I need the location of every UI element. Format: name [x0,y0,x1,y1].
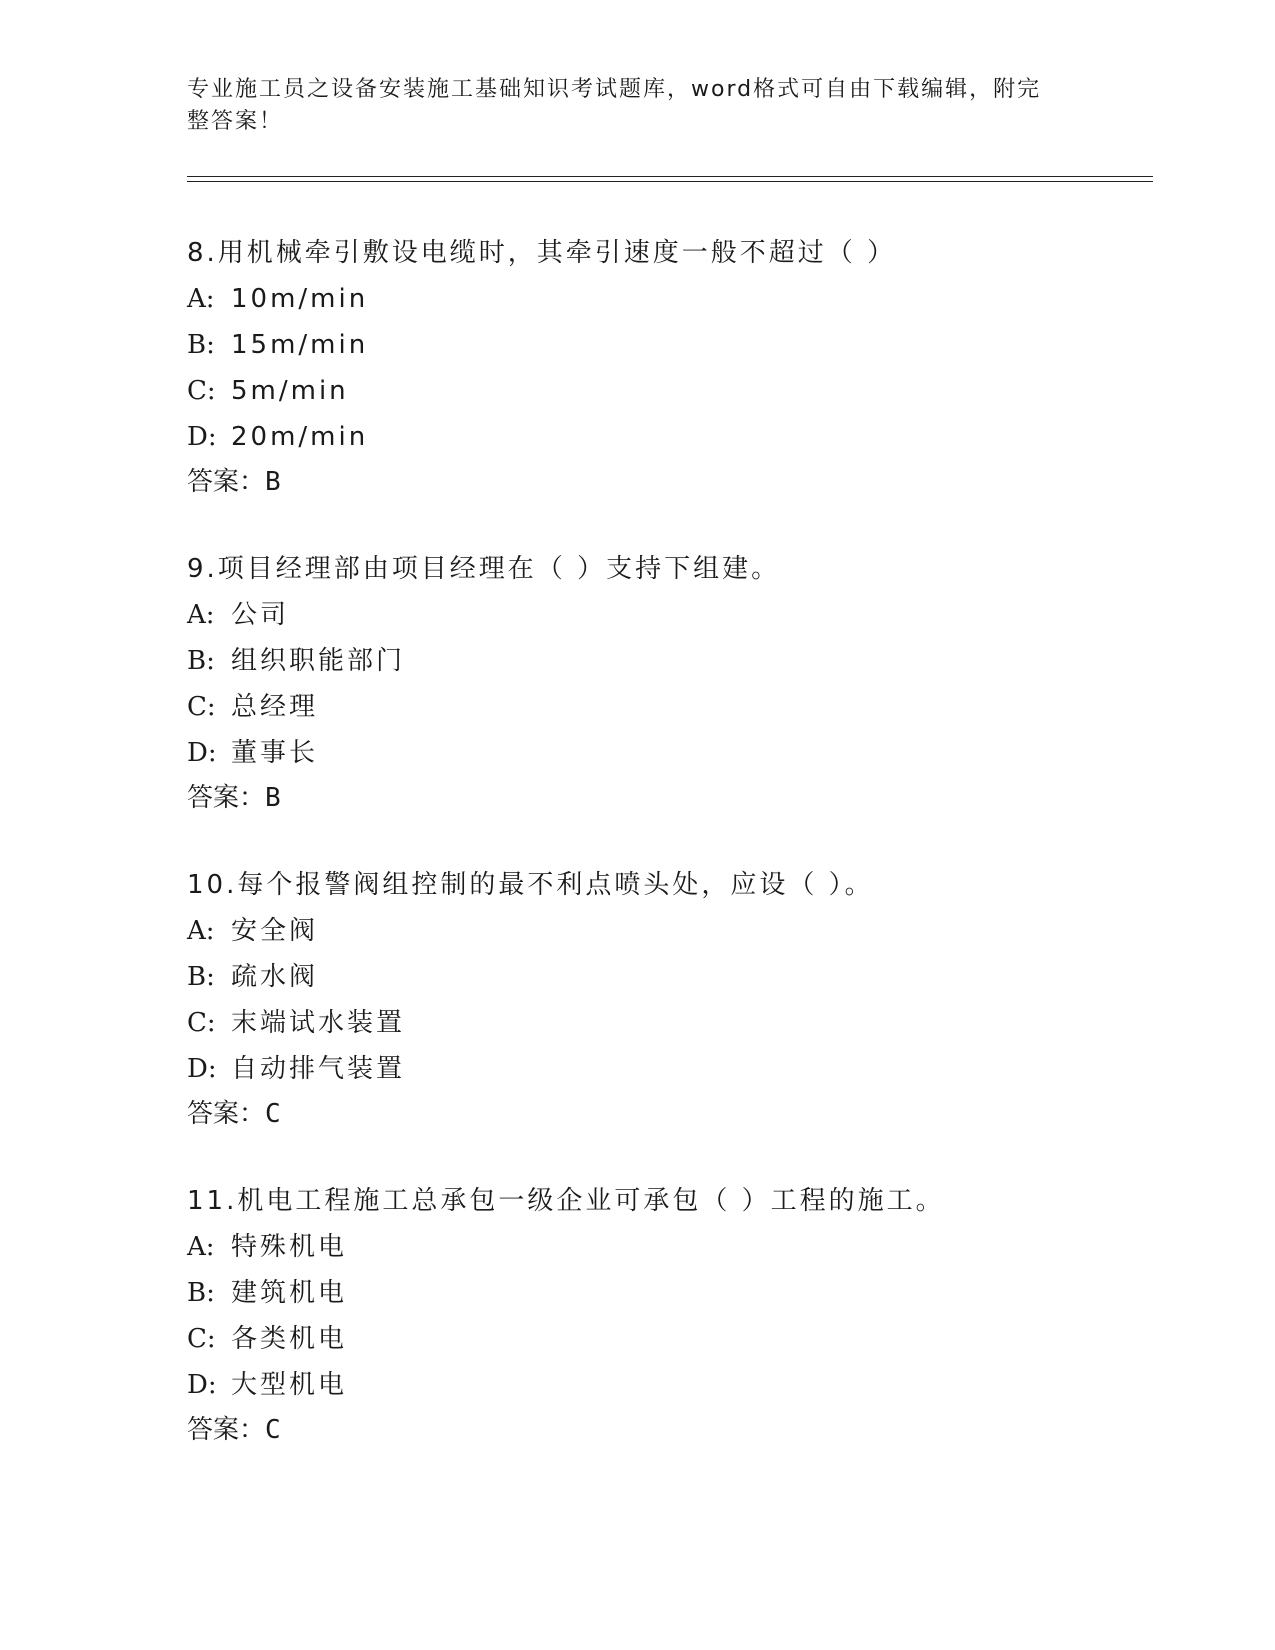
answer-line [187,1408,1147,1452]
answer-value: B [265,467,281,497]
option-value: 特殊机电 [231,1232,348,1262]
option-label: C: [187,376,216,406]
question-text: 9.项目经理部由项目经理在（ ）支持下组建。 [187,554,781,584]
option-value: 20m/min [231,422,369,452]
option-c [187,1000,1147,1046]
question-block [187,862,1147,1136]
option-value: 董事长 [231,738,319,768]
option-value: 各类机电 [231,1324,348,1354]
option-value: 总经理 [231,692,319,722]
option-value: 公司 [231,600,290,630]
option-b [187,1270,1147,1316]
option-label: D: [187,738,217,768]
option-value: 大型机电 [231,1370,348,1400]
answer-line [187,776,1147,820]
option-d [187,414,1147,460]
option-b [187,954,1147,1000]
option-value: 末端试水装置 [231,1008,406,1038]
header-line-2: 整答案！ [187,109,284,134]
option-label: D: [187,1054,217,1084]
option-b [187,638,1147,684]
option-c [187,1316,1147,1362]
header-divider-bottom [187,181,1153,182]
option-d [187,1046,1147,1092]
option-value: 5m/min [231,376,349,406]
option-value: 10m/min [231,284,369,314]
question-text: 10.每个报警阀组控制的最不利点喷头处，应设（ ）。 [187,870,874,900]
answer-line [187,460,1147,504]
option-label: B: [187,330,215,360]
option-label: D: [187,1370,217,1400]
header-divider-top [187,176,1153,177]
answer-label: 答案： [187,1099,266,1129]
answer-value: B [265,783,281,813]
option-label: A: [187,600,215,630]
answer-value: C [265,1099,281,1129]
option-a [187,276,1147,322]
option-label: C: [187,1324,216,1354]
option-c [187,368,1147,414]
option-label: A: [187,916,215,946]
option-value: 组织职能部门 [231,646,406,676]
option-label: B: [187,646,215,676]
answer-value: C [265,1415,281,1445]
option-label: A: [187,1232,215,1262]
question-text: 11.机电工程施工总承包一级企业可承包（ ）工程的施工。 [187,1186,945,1216]
option-c [187,684,1147,730]
option-d [187,1362,1147,1408]
question-block [187,546,1147,820]
answer-label: 答案： [187,1415,266,1445]
question-block [187,230,1147,504]
answer-line [187,1092,1147,1136]
option-d [187,730,1147,776]
option-value: 自动排气装置 [231,1054,406,1084]
option-label: B: [187,962,215,992]
option-value: 疏水阀 [231,962,319,992]
option-label: C: [187,1008,216,1038]
option-b [187,322,1147,368]
option-value: 安全阀 [231,916,319,946]
option-label: C: [187,692,216,722]
option-a [187,908,1147,954]
question-block [187,1178,1147,1452]
answer-label: 答案： [187,783,266,813]
option-label: D: [187,422,217,452]
document-header [187,74,1087,138]
option-a [187,592,1147,638]
option-a [187,1224,1147,1270]
option-value: 15m/min [231,330,369,360]
option-value: 建筑机电 [231,1278,348,1308]
answer-label: 答案： [187,467,266,497]
question-text: 8.用机械牵引敷设电缆时，其牵引速度一般不超过（ ） [187,238,897,268]
option-label: B: [187,1278,215,1308]
option-label: A: [187,284,215,314]
header-line-1: 专业施工员之设备安装施工基础知识考试题库，word格式可自由下载编辑，附完 [187,77,1042,102]
